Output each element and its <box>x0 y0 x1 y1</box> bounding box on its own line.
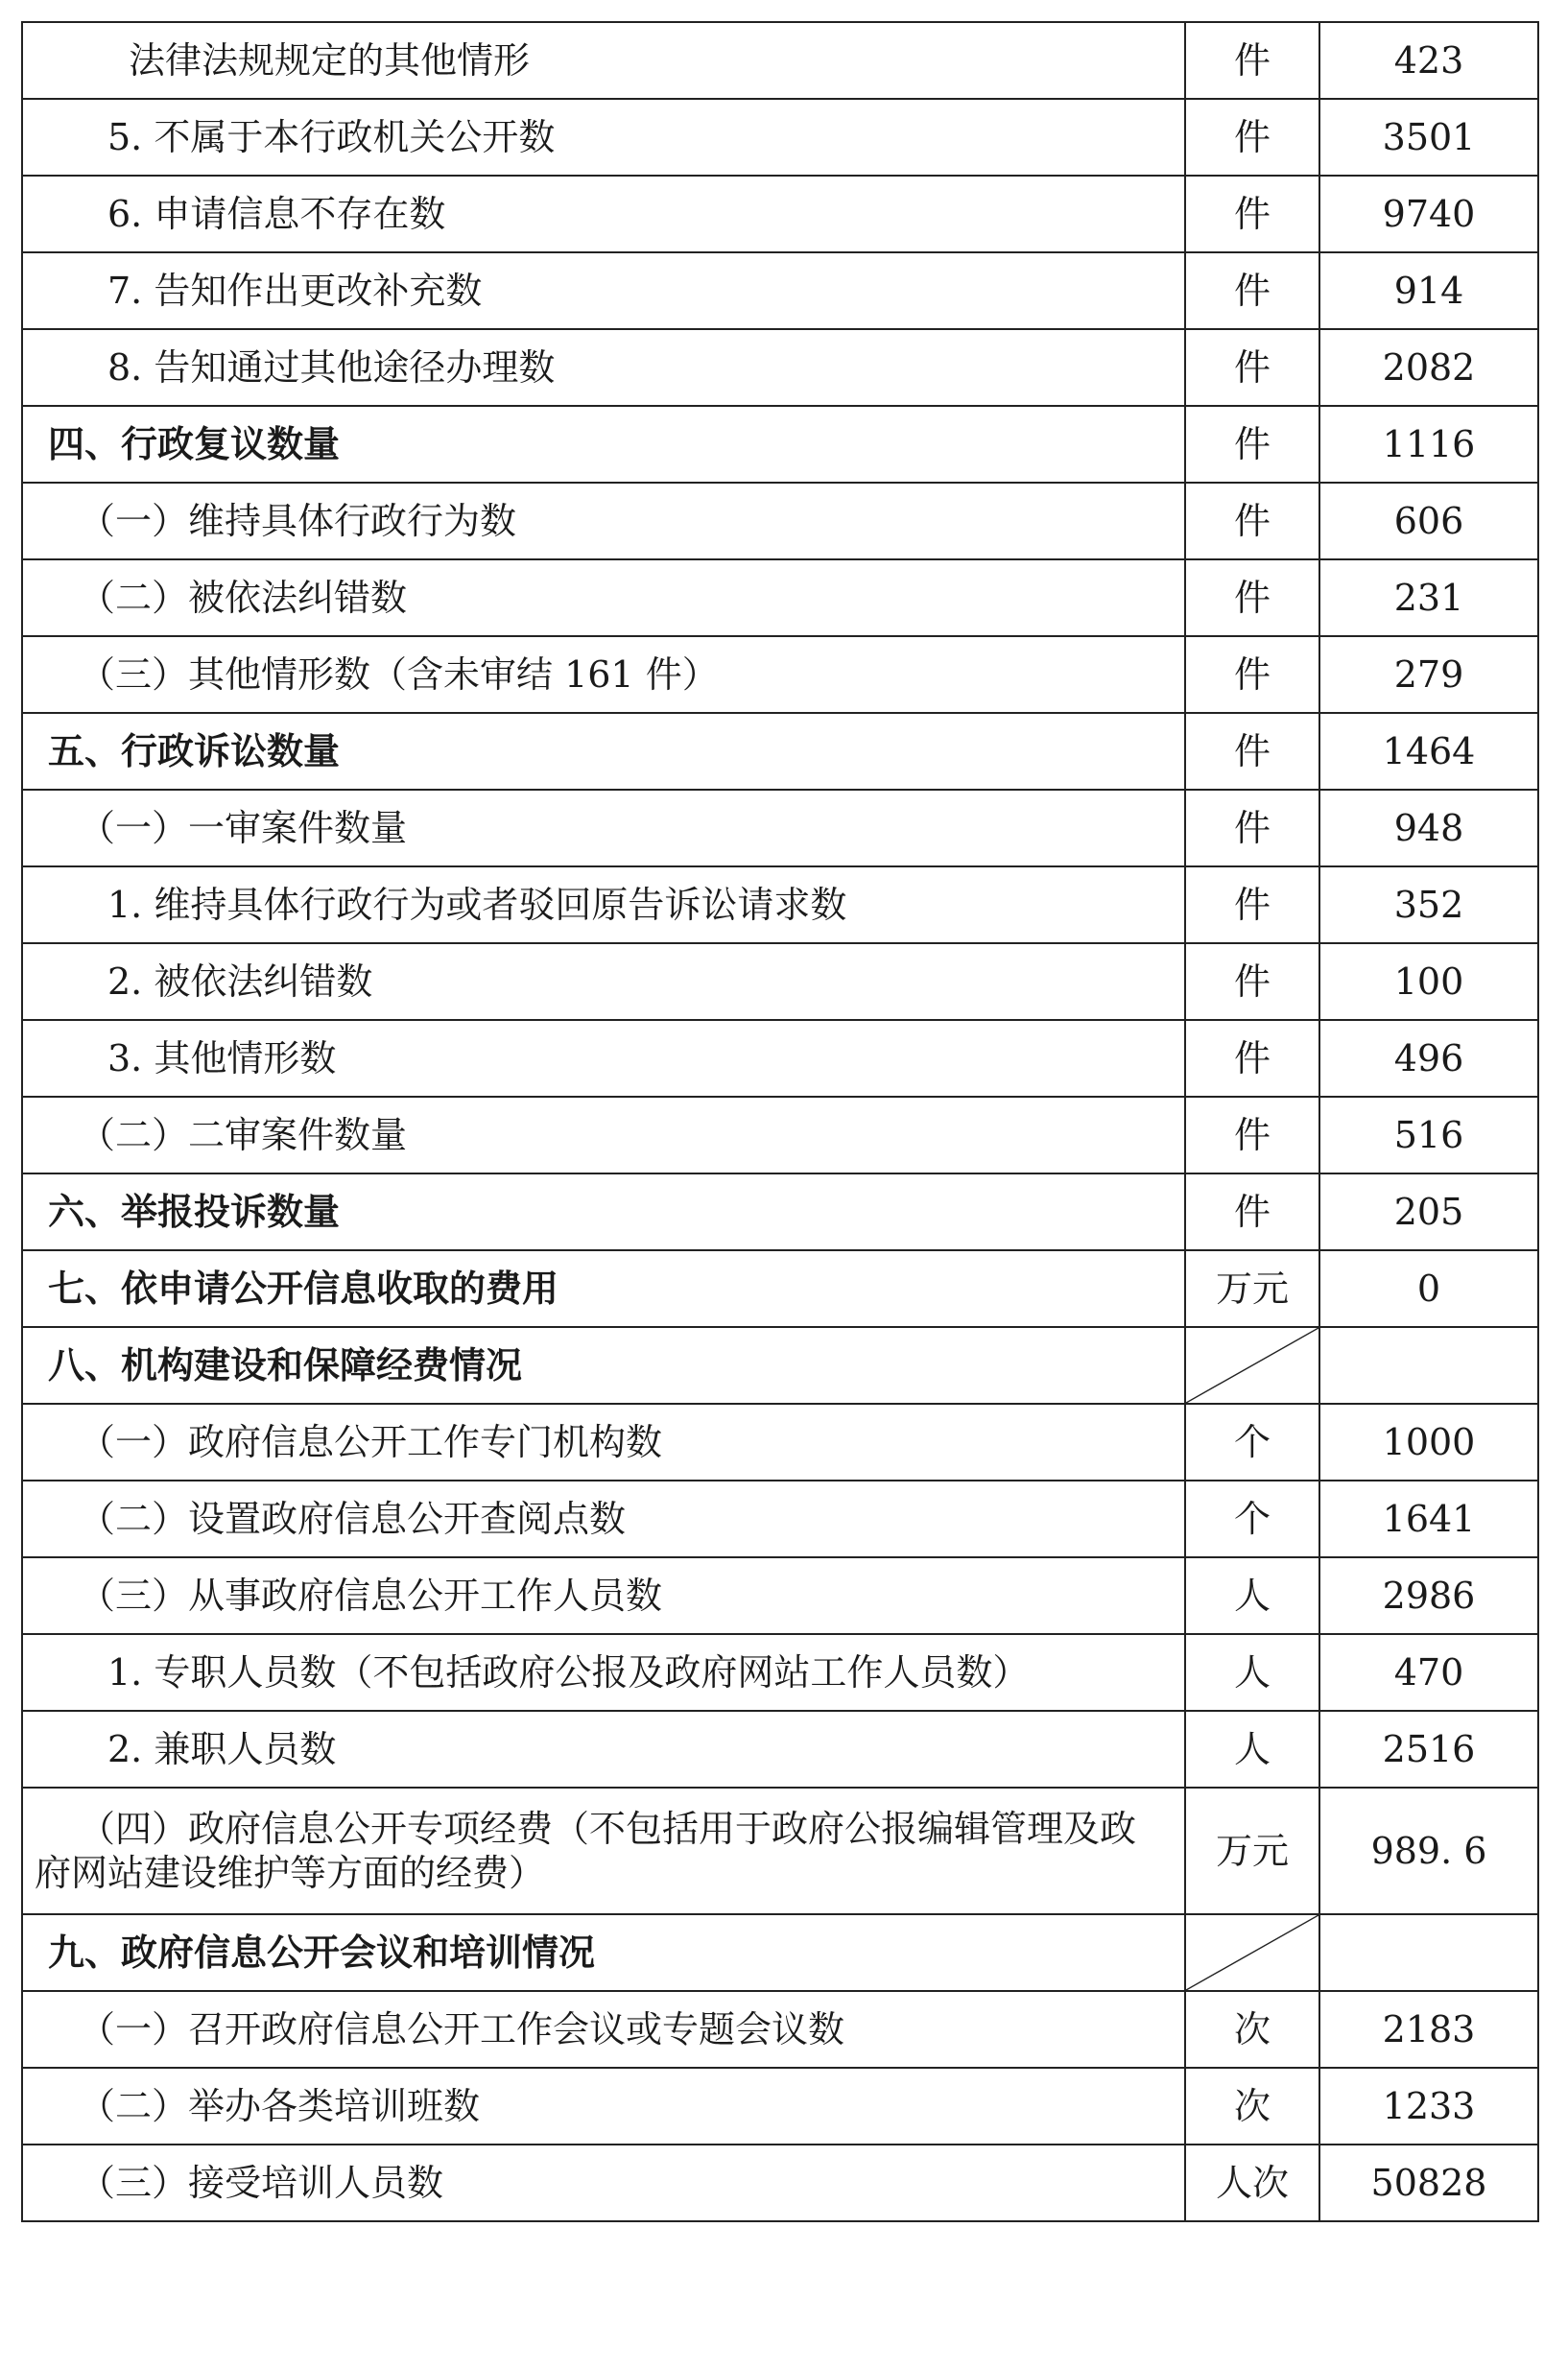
row-item-label: （一）维持具体行政行为数 <box>22 483 1185 559</box>
statistics-table <box>21 21 1539 2222</box>
row-item-label: （三）从事政府信息公开工作人员数 <box>22 1557 1185 1634</box>
table-row <box>22 329 1538 406</box>
row-value: 2516 <box>1319 1711 1538 1788</box>
row-unit: 个 <box>1185 1481 1319 1557</box>
table-row <box>22 1991 1538 2068</box>
table-row <box>22 2145 1538 2221</box>
table-row <box>22 2068 1538 2145</box>
row-item-label: 四、行政复议数量 <box>22 406 1185 483</box>
row-value: 100 <box>1319 943 1538 1020</box>
row-value: 1116 <box>1319 406 1538 483</box>
row-unit: 件 <box>1185 22 1319 99</box>
row-value: 1233 <box>1319 2068 1538 2145</box>
row-item-label: 2. 被依法纠错数 <box>22 943 1185 1020</box>
row-unit: 件 <box>1185 943 1319 1020</box>
diagonal-slash <box>1186 1328 1319 1403</box>
row-value: 0 <box>1319 1250 1538 1327</box>
row-value: 470 <box>1319 1634 1538 1711</box>
row-value <box>1319 1327 1538 1404</box>
table-row <box>22 99 1538 176</box>
row-value: 496 <box>1319 1020 1538 1097</box>
row-value: 9740 <box>1319 176 1538 252</box>
row-item-label: （二）设置政府信息公开查阅点数 <box>22 1481 1185 1557</box>
row-item-label: 3. 其他情形数 <box>22 1020 1185 1097</box>
row-unit: 件 <box>1185 636 1319 713</box>
row-unit: 个 <box>1185 1404 1319 1481</box>
row-unit: 次 <box>1185 2068 1319 2145</box>
table-row <box>22 1404 1538 1481</box>
row-item-label: 五、行政诉讼数量 <box>22 713 1185 790</box>
row-unit: 万元 <box>1185 1788 1319 1914</box>
row-item-label: 7. 告知作出更改补充数 <box>22 252 1185 329</box>
table-row <box>22 1788 1538 1914</box>
table-row <box>22 636 1538 713</box>
row-unit: 次 <box>1185 1991 1319 2068</box>
row-unit: 件 <box>1185 99 1319 176</box>
row-value: 205 <box>1319 1173 1538 1250</box>
row-item-label: （四）政府信息公开专项经费（不包括用于政府公报编辑管理及政府网站建设维护等方面的经费） <box>22 1788 1185 1914</box>
row-item-label: 2. 兼职人员数 <box>22 1711 1185 1788</box>
table-row <box>22 866 1538 943</box>
row-item-label: （一）召开政府信息公开工作会议或专题会议数 <box>22 1991 1185 2068</box>
row-unit: 件 <box>1185 1020 1319 1097</box>
row-value: 1641 <box>1319 1481 1538 1557</box>
row-unit: 人 <box>1185 1634 1319 1711</box>
table-row <box>22 1097 1538 1173</box>
row-item-label: 6. 申请信息不存在数 <box>22 176 1185 252</box>
row-value: 2986 <box>1319 1557 1538 1634</box>
row-item-label: （三）接受培训人员数 <box>22 2145 1185 2221</box>
row-unit: 人 <box>1185 1711 1319 1788</box>
row-unit: 件 <box>1185 559 1319 636</box>
row-value: 423 <box>1319 22 1538 99</box>
row-unit: 件 <box>1185 713 1319 790</box>
row-item-label: 8. 告知通过其他途径办理数 <box>22 329 1185 406</box>
table-row <box>22 790 1538 866</box>
row-value: 50828 <box>1319 2145 1538 2221</box>
row-item-label: （二）二审案件数量 <box>22 1097 1185 1173</box>
row-item-label: （二）举办各类培训班数 <box>22 2068 1185 2145</box>
row-item-label: 法律法规规定的其他情形 <box>22 22 1185 99</box>
row-value: 231 <box>1319 559 1538 636</box>
table-body <box>22 22 1538 2221</box>
table-row <box>22 713 1538 790</box>
table-row <box>22 176 1538 252</box>
row-item-label: （一）一审案件数量 <box>22 790 1185 866</box>
table-row <box>22 559 1538 636</box>
table-row <box>22 1327 1538 1404</box>
row-item-label: 5. 不属于本行政机关公开数 <box>22 99 1185 176</box>
row-item-label: 九、政府信息公开会议和培训情况 <box>22 1914 1185 1991</box>
table-row <box>22 22 1538 99</box>
row-value: 914 <box>1319 252 1538 329</box>
table-row <box>22 1711 1538 1788</box>
row-item-label: 1. 维持具体行政行为或者驳回原告诉讼请求数 <box>22 866 1185 943</box>
row-value: 948 <box>1319 790 1538 866</box>
row-item-label: （三）其他情形数（含未审结 161 件） <box>22 636 1185 713</box>
row-item-label: （一）政府信息公开工作专门机构数 <box>22 1404 1185 1481</box>
row-value: 606 <box>1319 483 1538 559</box>
row-value: 3501 <box>1319 99 1538 176</box>
row-unit: 件 <box>1185 252 1319 329</box>
report-sheet <box>21 21 1537 2222</box>
row-unit: 件 <box>1185 483 1319 559</box>
table-row <box>22 252 1538 329</box>
row-unit: 人次 <box>1185 2145 1319 2221</box>
row-value: 989. 6 <box>1319 1788 1538 1914</box>
row-value: 2082 <box>1319 329 1538 406</box>
row-item-label: 1. 专职人员数（不包括政府公报及政府网站工作人员数） <box>22 1634 1185 1711</box>
row-unit: 件 <box>1185 866 1319 943</box>
row-unit: 人 <box>1185 1557 1319 1634</box>
table-row <box>22 1481 1538 1557</box>
row-unit: 件 <box>1185 1173 1319 1250</box>
table-row <box>22 1557 1538 1634</box>
table-row <box>22 1173 1538 1250</box>
table-row <box>22 943 1538 1020</box>
row-unit <box>1185 1327 1319 1404</box>
table-row <box>22 1020 1538 1097</box>
row-unit <box>1185 1914 1319 1991</box>
row-item-label: 七、依申请公开信息收取的费用 <box>22 1250 1185 1327</box>
row-item-label: 六、举报投诉数量 <box>22 1173 1185 1250</box>
diagonal-slash <box>1186 1915 1319 1990</box>
row-unit: 件 <box>1185 790 1319 866</box>
row-item-label: 八、机构建设和保障经费情况 <box>22 1327 1185 1404</box>
row-unit: 件 <box>1185 176 1319 252</box>
row-item-label: （二）被依法纠错数 <box>22 559 1185 636</box>
table-row <box>22 1914 1538 1991</box>
row-unit: 万元 <box>1185 1250 1319 1327</box>
table-row <box>22 406 1538 483</box>
row-unit: 件 <box>1185 1097 1319 1173</box>
row-value: 1000 <box>1319 1404 1538 1481</box>
table-row <box>22 483 1538 559</box>
row-value <box>1319 1914 1538 1991</box>
table-row <box>22 1250 1538 1327</box>
row-value: 516 <box>1319 1097 1538 1173</box>
row-value: 2183 <box>1319 1991 1538 2068</box>
row-unit: 件 <box>1185 329 1319 406</box>
row-value: 352 <box>1319 866 1538 943</box>
row-value: 279 <box>1319 636 1538 713</box>
row-value: 1464 <box>1319 713 1538 790</box>
row-unit: 件 <box>1185 406 1319 483</box>
table-row <box>22 1634 1538 1711</box>
